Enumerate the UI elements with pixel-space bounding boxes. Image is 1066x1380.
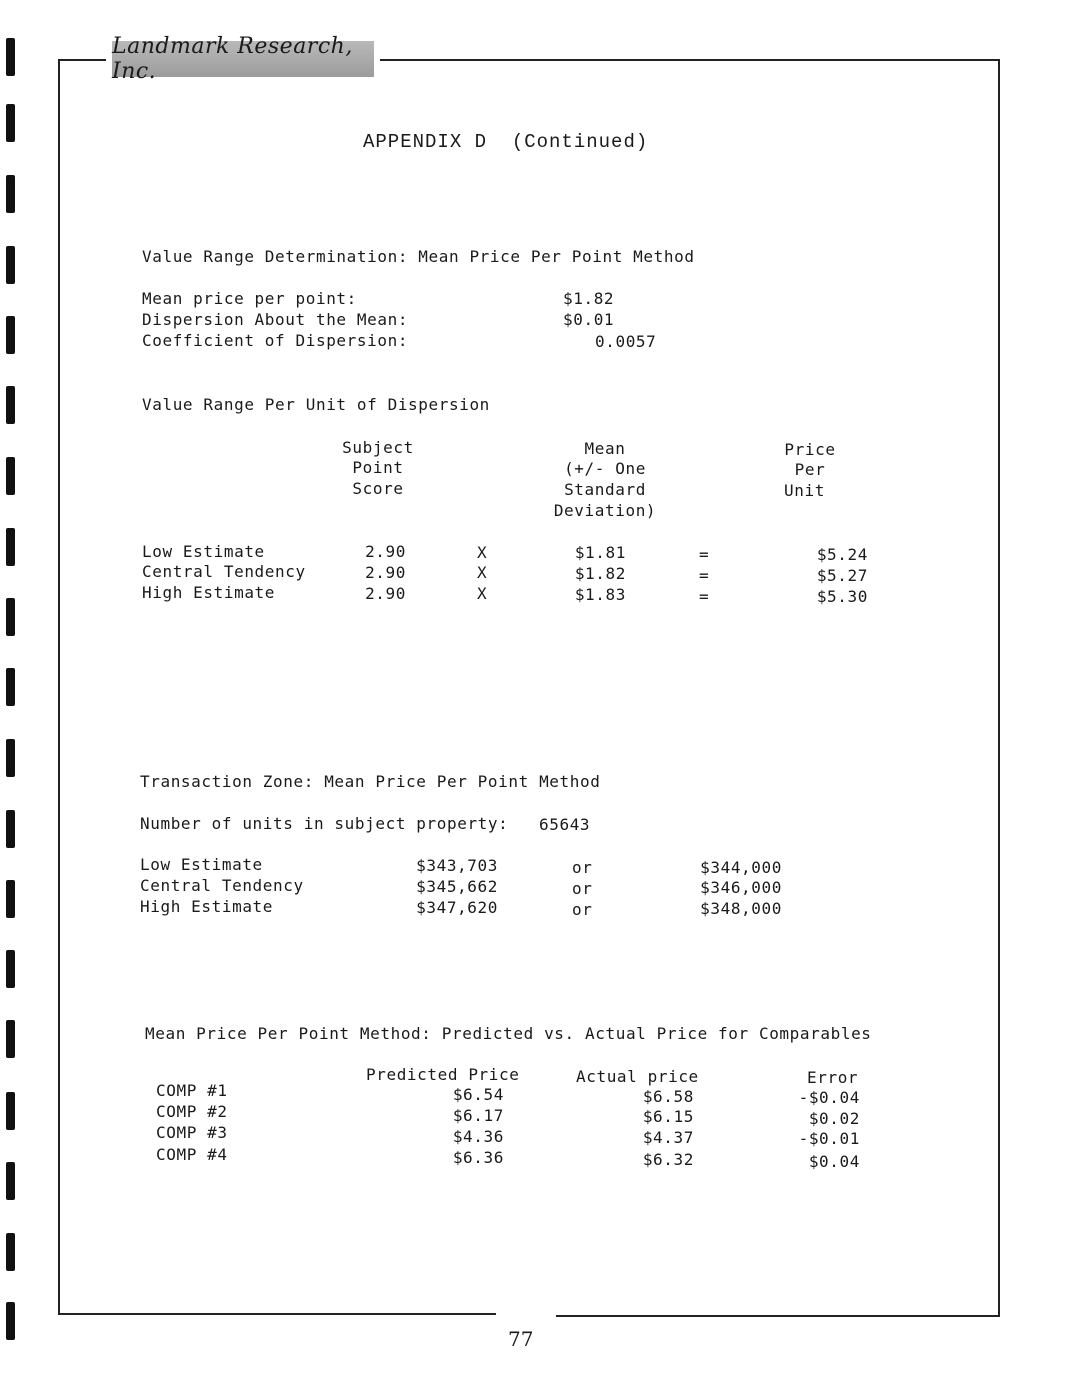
binding-hole [6,38,15,76]
frame-right-line [998,59,1000,1316]
value-range-heading: Value Range Determination: Mean Price Per Point Method [142,247,695,266]
comp-label: COMP #1 [156,1081,228,1100]
binding-hole [6,528,15,566]
col-price-line1: Price [784,440,836,459]
per-unit-row-price: $5.24 [816,545,868,564]
per-unit-row-multiply: X [477,584,488,603]
per-unit-row-equals: = [699,566,710,585]
binding-hole [6,880,15,918]
comp-actual: $4.37 [642,1128,694,1147]
comp-predicted: $6.17 [452,1106,504,1125]
col-actual-header: Actual price [576,1067,699,1086]
binding-hole [6,1302,15,1340]
comp-error: $0.04 [808,1152,860,1171]
frame-top-left-line [60,59,106,61]
comp-predicted: $6.36 [452,1148,504,1167]
binding-hole [6,1092,15,1130]
per-unit-row-score: 2.90 [365,542,406,561]
transaction-row-label: High Estimate [140,897,274,916]
per-unit-row-mean: $1.83 [574,585,626,604]
per-unit-row-label: Central Tendency [142,562,306,581]
col-mean-line1: Mean [584,439,626,458]
frame-top-right-line [380,59,1000,61]
per-unit-row-multiply: X [477,563,488,582]
mean-price-value: $1.82 [563,289,615,308]
transaction-row-label: Low Estimate [140,855,263,874]
frame-bottom-left-line [58,1313,496,1315]
comp-actual: $6.58 [642,1087,694,1106]
transaction-heading: Transaction Zone: Mean Price Per Point Method [140,772,601,791]
coefficient-label: Coefficient of Dispersion: [142,331,409,350]
coefficient-value: 0.0057 [595,332,657,351]
dispersion-label: Dispersion About the Mean: [142,310,409,329]
col-predicted-header: Predicted Price [366,1065,520,1084]
binding-holes [6,0,16,1380]
per-unit-row-mean: $1.82 [574,564,626,583]
binding-hole [6,598,15,636]
comp-actual: $6.32 [642,1150,694,1169]
logo-text: Landmark Research, Inc. [112,34,353,84]
per-unit-row-price: $5.27 [816,566,868,585]
mean-price-label: Mean price per point: [142,289,357,308]
col-price-line2: Per [794,460,826,479]
transaction-row-value: $345,662 [416,877,498,896]
comp-error: -$0.04 [798,1088,860,1107]
per-unit-row-price: $5.30 [816,587,868,606]
frame-bottom-right-line [556,1315,1000,1317]
transaction-row-or: or [572,858,593,877]
comp-error: -$0.01 [798,1129,860,1148]
binding-hole [6,104,15,142]
dispersion-value: $0.01 [563,310,615,329]
page-number: 77 [508,1327,534,1351]
col-subject-line3: Score [352,479,404,498]
binding-hole [6,810,15,848]
transaction-row-value: $343,703 [416,856,498,875]
per-unit-row-mean: $1.81 [574,543,626,562]
col-mean-line2: (+/- One [564,459,646,478]
per-unit-row-equals: = [699,587,710,606]
comp-predicted: $6.54 [452,1085,504,1104]
comp-label: COMP #3 [156,1123,228,1142]
binding-hole [6,739,15,777]
col-mean-line3: Standard [564,480,646,499]
binding-hole [6,950,15,988]
transaction-row-rounded: $344,000 [700,858,782,877]
comp-label: COMP #2 [156,1102,228,1121]
per-unit-row-label: High Estimate [142,583,276,602]
col-subject-line2: Point [352,458,404,477]
page-title: APPENDIX D (Continued) [363,131,649,153]
binding-hole [6,668,15,706]
binding-hole [6,457,15,495]
comp-predicted: $4.36 [452,1127,504,1146]
transaction-row-rounded: $348,000 [700,899,782,918]
comparables-heading: Mean Price Per Point Method: Predicted vs. Actual Price for Comparables [145,1024,872,1043]
transaction-row-or: or [572,879,593,898]
col-error-header: Error [807,1068,859,1087]
binding-hole [6,246,15,284]
binding-hole [6,1020,15,1058]
per-unit-row-label: Low Estimate [142,542,265,561]
comp-error: $0.02 [808,1109,860,1128]
per-unit-row-score: 2.90 [365,563,406,582]
transaction-row-or: or [572,900,593,919]
per-unit-row-score: 2.90 [365,584,406,603]
per-unit-row-equals: = [699,545,710,564]
comp-label: COMP #4 [156,1145,228,1164]
comp-actual: $6.15 [642,1107,694,1126]
binding-hole [6,1162,15,1200]
col-price-line3: Unit [784,481,825,500]
binding-hole [6,316,15,354]
frame-left-line [58,59,60,1314]
per-unit-heading: Value Range Per Unit of Dispersion [142,395,490,414]
units-label: Number of units in subject property: [140,814,509,833]
transaction-row-value: $347,620 [416,898,498,917]
binding-hole [6,175,15,213]
units-value: 65643 [539,815,591,834]
per-unit-row-multiply: X [477,543,488,562]
transaction-row-label: Central Tendency [140,876,304,895]
binding-hole [6,1233,15,1271]
transaction-row-rounded: $346,000 [700,878,782,897]
binding-hole [6,386,15,424]
letterhead-logo [112,34,374,84]
col-subject-line1: Subject [342,438,414,457]
col-mean-line4: Deviation) [553,501,657,520]
